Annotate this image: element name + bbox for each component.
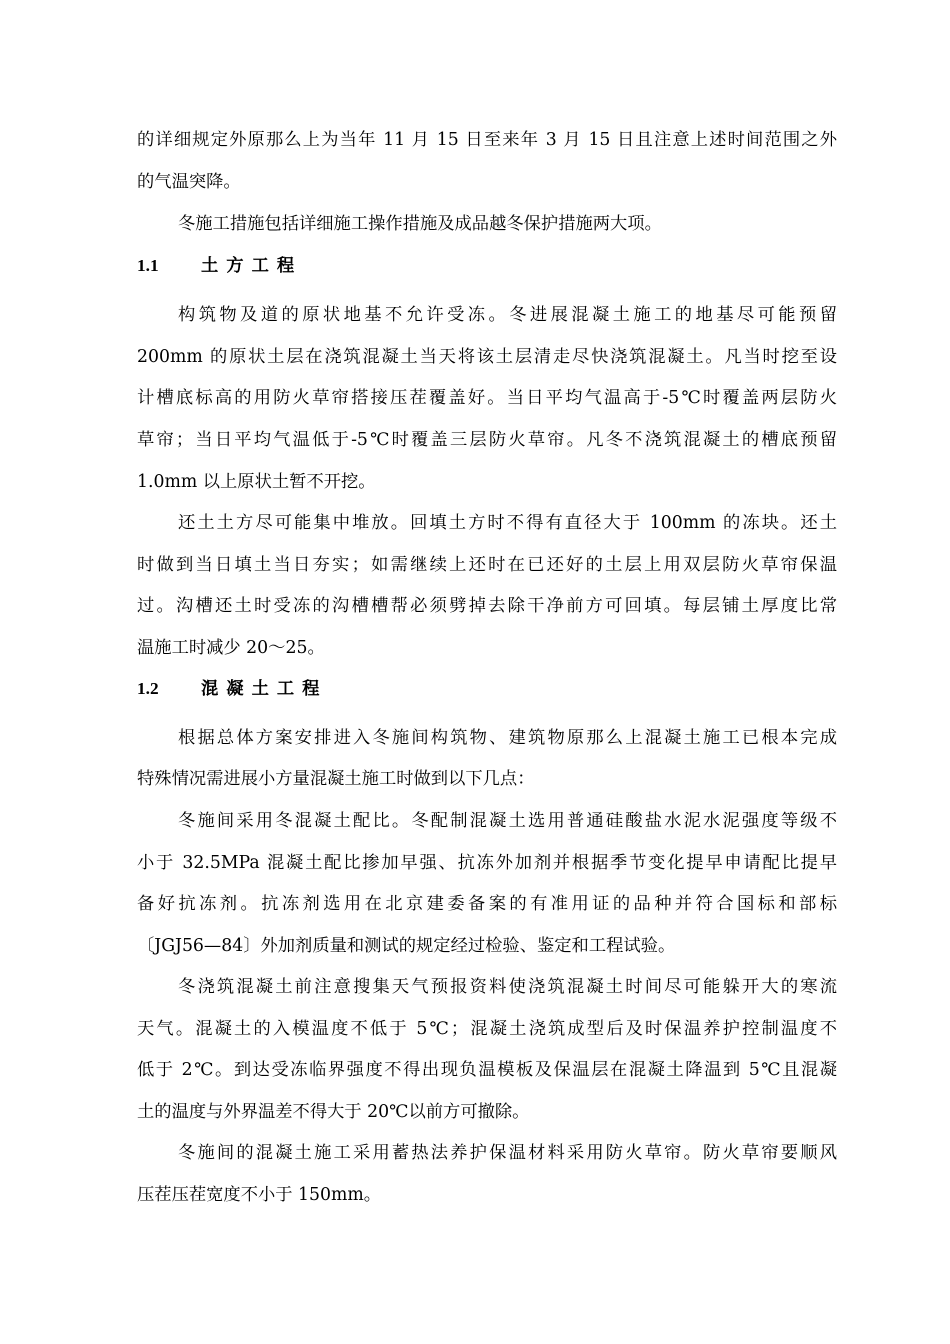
section-number: 1.2 bbox=[137, 679, 159, 698]
paragraph-line: 1.0mm 以上原状土暂不开挖。 bbox=[137, 472, 376, 492]
paragraph-line: 构筑物及道的原状地基不允许受冻。冬进展混凝土施工的地基尽可能预留 bbox=[178, 305, 837, 325]
paragraph-line: 特殊情况需进展小方量混凝土施工时做到以下几点： bbox=[137, 769, 535, 789]
paragraph-line: 的气温突降。 bbox=[137, 172, 241, 192]
section-heading bbox=[137, 677, 327, 701]
section-number: 1.1 bbox=[137, 256, 159, 275]
paragraph-line: 低于 2℃。到达受冻临界强度不得出现负温模板及保温层在混凝土降温到 5℃且混凝 bbox=[137, 1060, 837, 1080]
paragraph-line: 冬浇筑混凝土前注意搜集天气预报资料使浇筑混凝土时间尽可能躲开大的寒流 bbox=[178, 977, 837, 997]
paragraph-line: 过。沟槽还土时受冻的沟槽槽帮必须劈掉去除干净前方可回填。每层铺土厚度比常 bbox=[137, 596, 837, 616]
paragraph-line: 小于 32.5MPa 混凝土配比掺加早强、抗冻外加剂并根据季节变化提早申请配比提早 bbox=[137, 853, 837, 873]
paragraph-line: 冬施间采用冬混凝土配比。冬配制混凝土选用普通硅酸盐水泥水泥强度等级不 bbox=[178, 811, 837, 831]
paragraph-line: 草帘；当日平均气温低于-5℃时覆盖三层防火草帘。凡冬不浇筑混凝土的槽底预留 bbox=[137, 430, 837, 450]
section-heading bbox=[137, 254, 302, 278]
paragraph-line: 还土土方尽可能集中堆放。回填土方时不得有直径大于 100mm 的冻块。还土 bbox=[178, 513, 837, 533]
paragraph-line: 土的温度与外界温差不得大于 20℃以前方可撤除。 bbox=[137, 1102, 530, 1122]
paragraph-line: 根据总体方案安排进入冬施间构筑物、建筑物原那么上混凝土施工已根本完成 bbox=[178, 728, 837, 748]
paragraph-line: 备好抗冻剂。抗冻剂选用在北京建委备案的有准用证的品种并符合国标和部标 bbox=[137, 894, 837, 914]
section-title: 土方工程 bbox=[201, 256, 303, 276]
paragraph-line: 时做到当日填土当日夯实；如需继续上还时在已还好的土层上用双层防火草帘保温 bbox=[137, 555, 837, 575]
paragraph-line: 200mm 的原状土层在浇筑混凝土当天将该土层清走尽快浇筑混凝土。凡当时挖至设 bbox=[137, 347, 837, 367]
paragraph-line: 〔JGJ56—84〕外加剂质量和测试的规定经过检验、鉴定和工程试验。 bbox=[137, 936, 676, 956]
paragraph-line: 计槽底标高的用防火草帘搭接压茬覆盖好。当日平均气温高于-5℃时覆盖两层防火 bbox=[137, 388, 837, 408]
paragraph-line: 的详细规定外原那么上为当年 11 月 15 日至来年 3 月 15 日且注意上述时间范围之外 bbox=[137, 130, 837, 150]
paragraph-line: 天气。混凝土的入模温度不低于 5℃；混凝土浇筑成型后及时保温养护控制温度不 bbox=[137, 1019, 837, 1039]
paragraph-line: 温施工时减少 20～25。 bbox=[137, 638, 325, 658]
paragraph-line: 冬施工措施包括详细施工操作措施及成品越冬保护措施两大项。 bbox=[178, 214, 662, 234]
section-title: 混凝土工程 bbox=[201, 679, 328, 699]
paragraph-line: 冬施间的混凝土施工采用蓄热法养护保温材料采用防火草帘。防火草帘要顺风 bbox=[178, 1143, 837, 1163]
paragraph-line: 压茬压茬宽度不小于 150mm。 bbox=[137, 1185, 382, 1205]
